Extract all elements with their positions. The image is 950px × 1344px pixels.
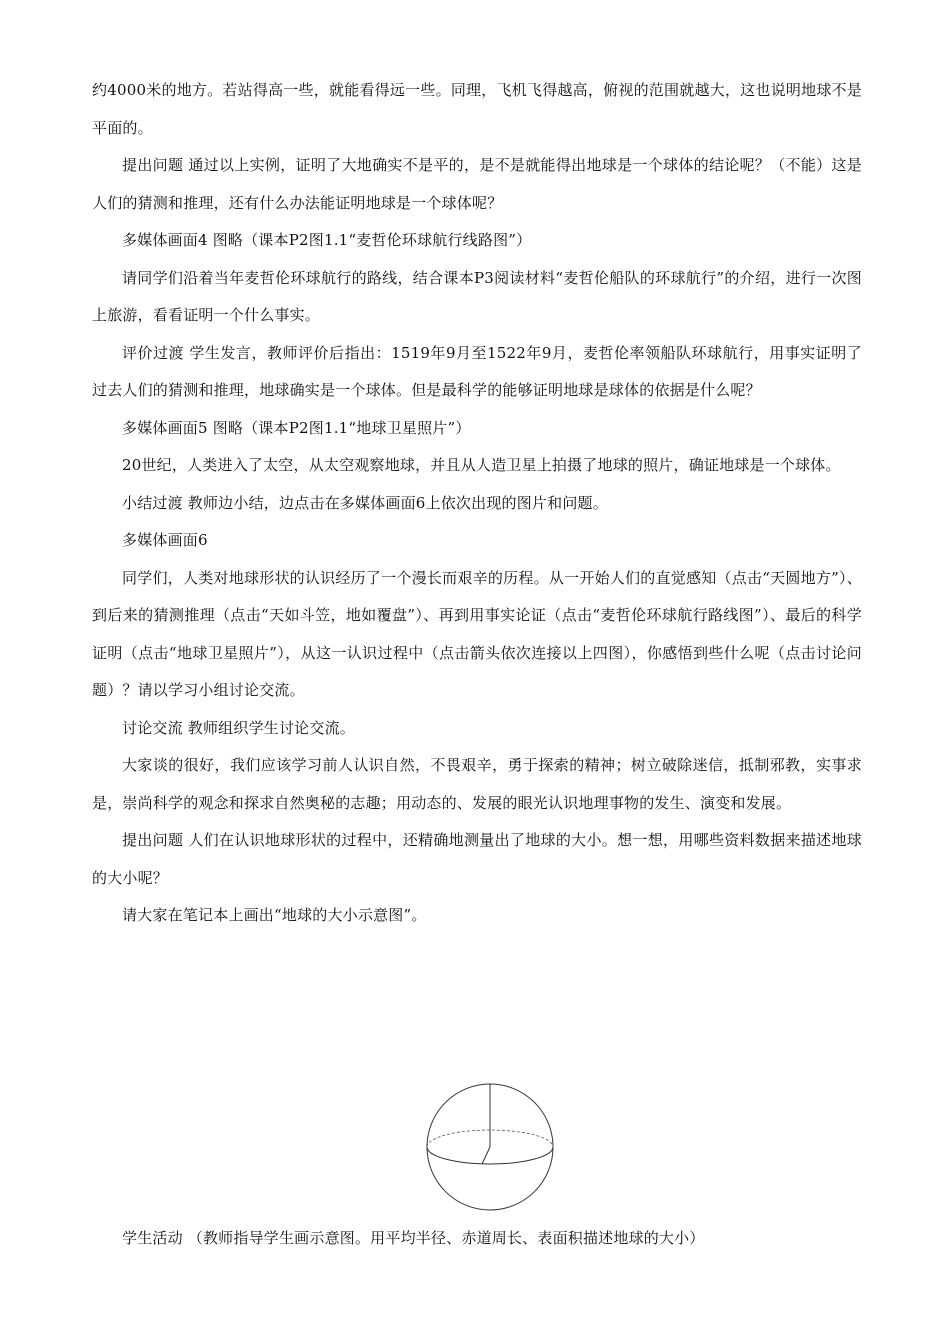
earth-size-diagram (425, 1082, 555, 1212)
paragraph-raise-question-2: 提出问题 人们在认识地球形状的过程中，还精确地测量出了地球的大小。想一想，用哪些资料数据来描述地球的大小呢？ (92, 831, 862, 887)
paragraph-20th-century: 20世纪，人类进入了太空，从太空观察地球，并且从人造卫星上拍摄了地球的照片，确证地球是一个球体。 (122, 456, 841, 474)
paragraph-draw-instruction: 请大家在笔记本上画出“地球的大小示意图”。 (122, 906, 427, 924)
document-body (92, 72, 862, 935)
paragraph-discussion: 讨论交流 教师组织学生讨论交流。 (122, 718, 355, 737)
paragraph-magellan-journey: 请同学们沿着当年麦哲伦环球航行的路线，结合课本P3阅读材料“麦哲伦船队的环球航行”的介绍，进行一次图上旅游，看看证明一个什么事实。 (92, 268, 862, 324)
paragraph-evaluation-transition: 评价过渡 学生发言，教师评价后指出：1519年9月至1522年9月，麦哲伦率领船队环球航行，用事实证明了过去人们的猜测和推理，地球确实是一个球体。但是最科学的能够证明地球是球体的依据是什么呢？ (92, 343, 862, 399)
paragraph-multimedia-5: 多媒体画面5 图略（课本P2图1.1“地球卫星照片”） (122, 418, 471, 437)
paragraph-raise-question-1: 提出问题 通过以上实例，证明了大地确实不是平的，是不是就能得出地球是一个球体的结论呢？（不能）这是人们的猜测和推理，还有什么办法能证明地球是一个球体呢？ (92, 156, 862, 212)
student-activity: 学生活动 （教师指导学生画示意图。用平均半径、赤道周长、表面积描述地球的大小） (122, 1229, 705, 1247)
equator-front (427, 1147, 553, 1164)
paragraph-horizon-explanation: 约4000米的地方。若站得高一些，就能看得远一些。同理，飞机飞得越高，俯视的范围就越大，这也说明地球不是平面的。 (92, 81, 862, 137)
paragraph-conclusion: 大家谈的很好，我们应该学习前人认识自然，不畏艰辛，勇于探索的精神；树立破除迷信，抵制邪教，实事求是，崇尚科学的观念和探求自然奥秘的志趣；用动态的、发展的眼光认识地理事物的发生、演变和发展。 (92, 756, 862, 812)
paragraph-multimedia-4: 多媒体画面4 图略（课本P2图1.1“麦哲伦环球航行线路图”） (122, 231, 532, 249)
paragraph-cognition-history: 同学们，人类对地球形状的认识经历了一个漫长而艰辛的历程。从一开始人们的直觉感知（点击“天圆地方”）、到后来的猜测推理（点击“天如斗笠，地如覆盘”）、再到用事实论证（点击“麦哲伦环球航行路线图”）、最后的科学证明（点击“地球卫星照片”），从这一认识过程中（点击箭头依次连接以上四图），你感悟到些什么呢（点击讨论问题）？请以学习小组讨论交流。 (92, 568, 862, 699)
radius-line (482, 1147, 490, 1164)
paragraph-summary-transition: 小结过渡 教师边小结，边点击在多媒体画面6上依次出现的图片和问题。 (122, 493, 608, 512)
paragraph-multimedia-6: 多媒体画面6 (122, 531, 208, 549)
